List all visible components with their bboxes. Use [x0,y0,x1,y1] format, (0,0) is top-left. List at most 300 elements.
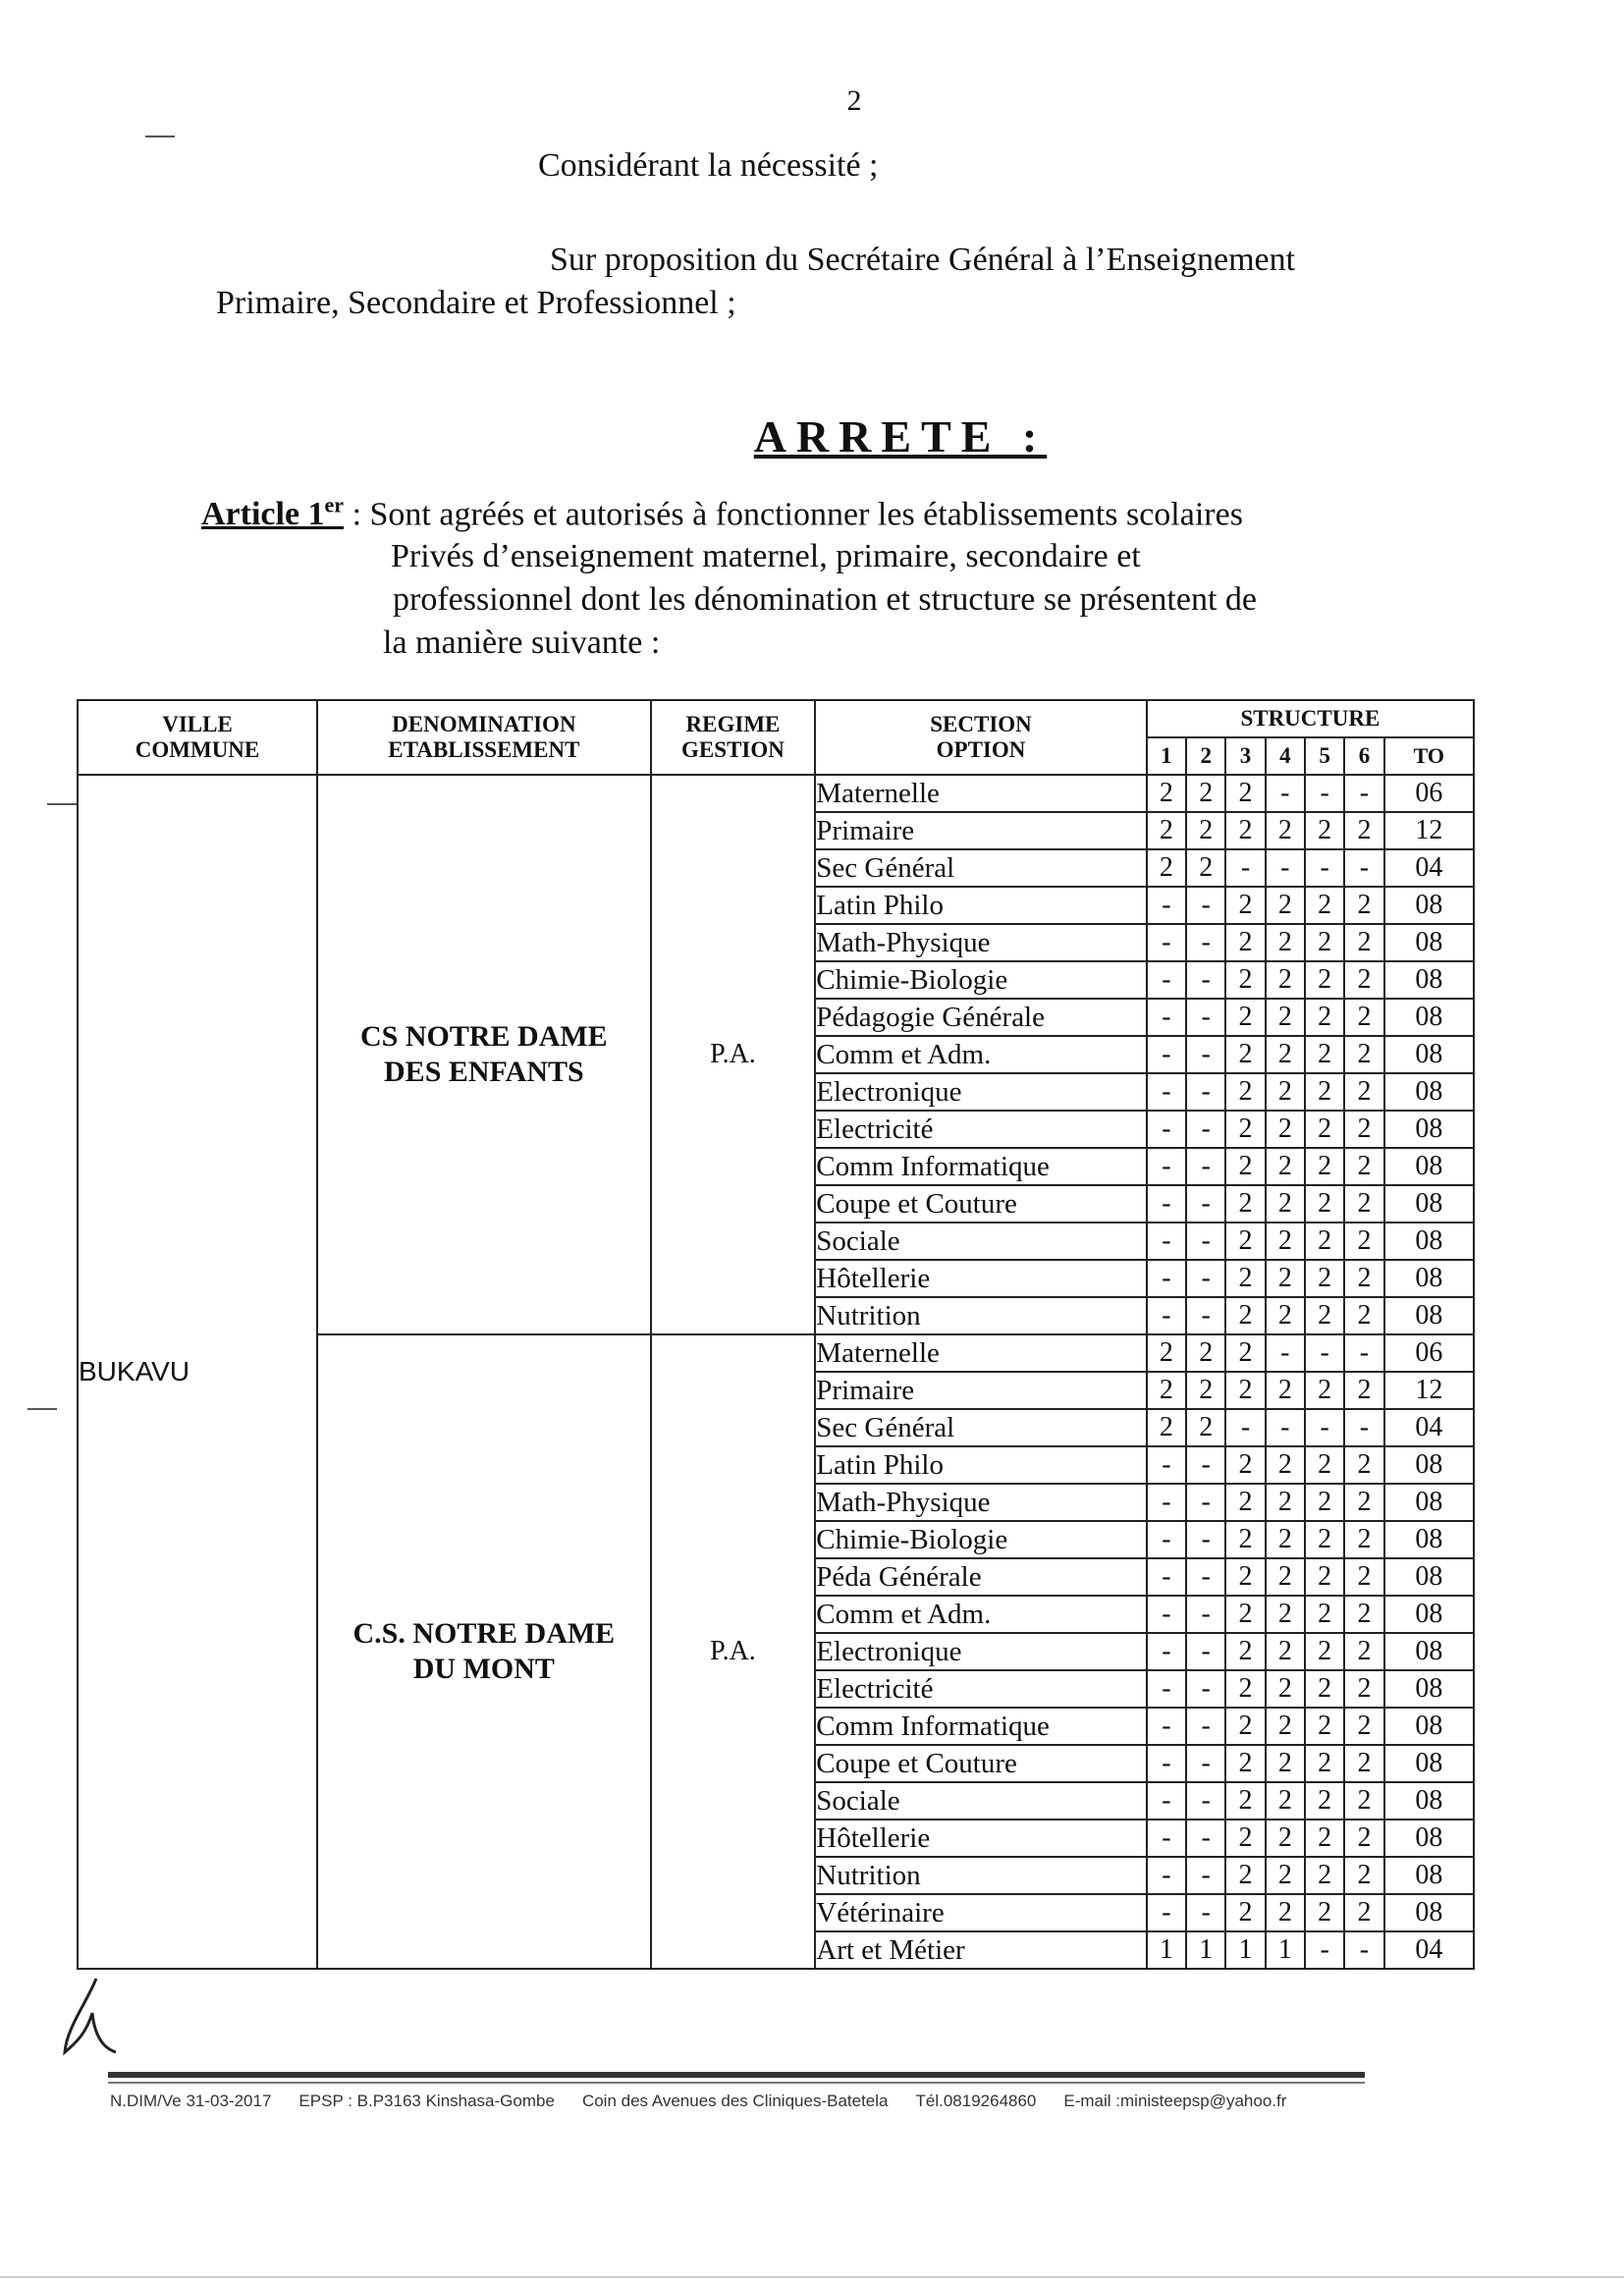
structure-cell-3: 2 [1225,1446,1265,1484]
article-1-line-2: Privés d’enseignement maternel, primaire, secondaire et [391,538,1141,574]
structure-cell-1: - [1147,1111,1186,1148]
structure-cell-6: 2 [1344,887,1383,924]
structure-cell-4: 2 [1266,1558,1305,1596]
structure-cell-1: - [1147,1708,1186,1745]
structure-cell-1: - [1147,887,1186,924]
option-cell: Latin Philo [815,887,1146,924]
footer-street: Coin des Avenues des Cliniques-Batetela [581,2092,889,2110]
structure-cell-5: 2 [1305,1782,1344,1820]
option-cell: Electronique [815,1633,1146,1670]
structure-cell-6: - [1344,1334,1383,1372]
header-col-2: 2 [1186,737,1225,775]
structure-cell-5: 2 [1305,887,1344,924]
total-cell: 08 [1384,999,1474,1036]
structure-cell-3: 2 [1225,1782,1265,1820]
table-row [78,775,1474,812]
structure-cell-5: 2 [1305,1036,1344,1073]
structure-cell-2: - [1186,1185,1225,1222]
structure-cell-2: - [1186,1111,1225,1148]
option-cell: Péda Générale [815,1558,1146,1596]
total-cell: 04 [1384,1931,1474,1969]
header-col-1: 1 [1147,737,1186,775]
structure-cell-3: 2 [1225,1521,1265,1558]
structure-cell-6: - [1344,1931,1383,1969]
total-cell: 04 [1384,1409,1474,1446]
structure-cell-2: 2 [1186,812,1225,849]
structure-cell-6: 2 [1344,812,1383,849]
structure-cell-6: 2 [1344,961,1383,999]
footer-rule-thin [108,2082,1365,2084]
structure-cell-5: 2 [1305,1073,1344,1111]
structure-cell-4: 2 [1266,1036,1305,1073]
structure-cell-5: - [1305,1931,1344,1969]
structure-cell-4: 2 [1266,1745,1305,1782]
structure-cell-2: - [1186,1820,1225,1857]
structure-cell-6: 2 [1344,1708,1383,1745]
structure-cell-4: 2 [1266,999,1305,1036]
header-col-3: 3 [1225,737,1265,775]
structure-cell-4: 2 [1266,1670,1305,1708]
structure-cell-3: 2 [1225,812,1265,849]
ville-cell: BUKAVU [78,775,317,1969]
structure-cell-5: - [1305,1409,1344,1446]
structure-cell-6: 2 [1344,1745,1383,1782]
option-cell: Coupe et Couture [815,1185,1146,1222]
option-cell: Math-Physique [815,924,1146,961]
article-1-line-4: la manière suivante : [383,625,661,661]
structure-cell-6: 2 [1344,1036,1383,1073]
option-cell: Nutrition [815,1297,1146,1334]
total-cell: 08 [1384,1596,1474,1633]
preamble-line-3: Primaire, Secondaire et Professionnel ; [216,285,736,321]
structure-cell-6: 2 [1344,1372,1383,1409]
structure-cell-5: 2 [1305,1222,1344,1260]
structure-cell-2: 1 [1186,1931,1225,1969]
establishment-name-line-2: DU MONT [412,1653,555,1685]
structure-cell-6: 2 [1344,1111,1383,1148]
structure-cell-1: - [1147,1820,1186,1857]
structure-cell-3: 2 [1225,961,1265,999]
structure-cell-4: 2 [1266,1521,1305,1558]
header-denomination [317,700,651,775]
structure-cell-1: 2 [1147,849,1186,887]
structure-cell-2: - [1186,1596,1225,1633]
structure-cell-5: 2 [1305,924,1344,961]
structure-cell-4: 2 [1266,1260,1305,1297]
structure-cell-1: - [1147,1521,1186,1558]
structure-cell-1: - [1147,1260,1186,1297]
structure-cell-4: 2 [1266,1820,1305,1857]
option-cell: Comm Informatique [815,1708,1146,1745]
structure-cell-4: 2 [1266,1596,1305,1633]
structure-cell-3: 2 [1225,999,1265,1036]
structure-cell-3: 2 [1225,924,1265,961]
structure-cell-3: 1 [1225,1931,1265,1969]
total-cell: 06 [1384,1334,1474,1372]
structure-cell-2: - [1186,1558,1225,1596]
total-cell: 08 [1384,1633,1474,1670]
header-ville-2: COMMUNE [135,737,260,762]
structure-cell-5: 2 [1305,1484,1344,1521]
option-cell: Sociale [815,1222,1146,1260]
structure-cell-3: 2 [1225,1484,1265,1521]
option-cell: Comm et Adm. [815,1036,1146,1073]
structure-cell-6: 2 [1344,1670,1383,1708]
structure-cell-1: - [1147,1185,1186,1222]
structure-cell-6: 2 [1344,1820,1383,1857]
header-col-4: 4 [1266,737,1305,775]
structure-cell-5: 2 [1305,1857,1344,1894]
structure-cell-6: 2 [1344,924,1383,961]
total-cell: 08 [1384,1222,1474,1260]
structure-cell-1: - [1147,1558,1186,1596]
structure-cell-6: 2 [1344,1185,1383,1222]
header-denom-2: ETABLISSEMENT [388,737,580,762]
structure-cell-1: - [1147,961,1186,999]
structure-cell-4: 2 [1266,1222,1305,1260]
structure-cell-6: 2 [1344,1073,1383,1111]
option-cell: Hôtellerie [815,1820,1146,1857]
structure-cell-1: - [1147,1297,1186,1334]
option-cell: Electricité [815,1111,1146,1148]
option-cell: Electricité [815,1670,1146,1708]
total-cell: 08 [1384,1260,1474,1297]
option-cell: Coupe et Couture [815,1745,1146,1782]
structure-cell-5: - [1305,1334,1344,1372]
regime-cell: P.A. [651,1334,816,1969]
structure-cell-4: 2 [1266,1782,1305,1820]
structure-cell-1: 2 [1147,812,1186,849]
establishments-table [77,699,1475,1970]
article-label-text: Article 1 [201,496,325,533]
total-cell: 08 [1384,1111,1474,1148]
structure-cell-3: 2 [1225,1596,1265,1633]
structure-cell-2: - [1186,1036,1225,1073]
header-ville-1: VILLE [162,712,233,736]
structure-cell-1: - [1147,1633,1186,1670]
structure-cell-4: - [1266,1409,1305,1446]
structure-cell-4: 2 [1266,1148,1305,1185]
footer [110,2092,1386,2111]
header-denom-1: DENOMINATION [392,712,576,736]
structure-cell-3: 2 [1225,1670,1265,1708]
preamble-line-2: Sur proposition du Secrétaire Général à l’Enseignement [550,242,1296,278]
total-cell: 08 [1384,1036,1474,1073]
structure-cell-5: 2 [1305,1670,1344,1708]
structure-cell-2: 2 [1186,849,1225,887]
total-cell: 12 [1384,812,1474,849]
structure-cell-2: - [1186,1297,1225,1334]
establishment-name-cell [317,775,651,1334]
structure-cell-2: - [1186,887,1225,924]
structure-cell-3: 2 [1225,1111,1265,1148]
structure-cell-1: - [1147,924,1186,961]
structure-cell-4: 2 [1266,812,1305,849]
structure-cell-5: 2 [1305,1558,1344,1596]
structure-cell-3: 2 [1225,1857,1265,1894]
structure-cell-5: 2 [1305,1633,1344,1670]
structure-cell-3: 2 [1225,1894,1265,1931]
structure-cell-4: 2 [1266,1633,1305,1670]
scan-mark [27,1408,57,1410]
page-number: 2 [846,84,862,117]
structure-cell-2: - [1186,1857,1225,1894]
option-cell: Hôtellerie [815,1260,1146,1297]
structure-cell-3: 2 [1225,1185,1265,1222]
structure-cell-2: - [1186,1260,1225,1297]
structure-cell-3: - [1225,849,1265,887]
total-cell: 08 [1384,1670,1474,1708]
header-col-6: 6 [1344,737,1383,775]
structure-cell-1: - [1147,1222,1186,1260]
structure-cell-2: - [1186,1521,1225,1558]
option-cell: Comm et Adm. [815,1596,1146,1633]
header-regime-1: REGIME [685,712,781,736]
structure-cell-2: - [1186,1745,1225,1782]
establishment-name-line-1: C.S. NOTRE DAME [352,1617,616,1650]
structure-cell-6: 2 [1344,1222,1383,1260]
structure-cell-4: 2 [1266,1111,1305,1148]
structure-cell-4: 2 [1266,961,1305,999]
structure-cell-4: 2 [1266,1372,1305,1409]
structure-cell-5: 2 [1305,1260,1344,1297]
structure-cell-5: 2 [1305,961,1344,999]
total-cell: 08 [1384,1446,1474,1484]
establishment-name-cell [317,1334,651,1969]
structure-cell-6: 2 [1344,1558,1383,1596]
structure-cell-5: - [1305,849,1344,887]
option-cell: Latin Philo [815,1446,1146,1484]
footer-tel: Tél.0819264860 [915,2092,1037,2110]
structure-cell-3: 2 [1225,1036,1265,1073]
structure-cell-3: 2 [1225,1334,1265,1372]
footer-rule [108,2072,1365,2078]
structure-cell-1: 2 [1147,1334,1186,1372]
header-regime-2: GESTION [681,737,785,762]
total-cell: 06 [1384,775,1474,812]
structure-cell-4: 2 [1266,1857,1305,1894]
structure-cell-3: 2 [1225,1558,1265,1596]
structure-cell-4: 2 [1266,1297,1305,1334]
total-cell: 08 [1384,1782,1474,1820]
header-regime [651,700,816,775]
structure-cell-5: 2 [1305,1297,1344,1334]
structure-cell-3: 2 [1225,1260,1265,1297]
signature-mark [57,1974,135,2062]
option-cell: Maternelle [815,775,1146,812]
structure-cell-5: 2 [1305,1446,1344,1484]
table-header-row [78,700,1474,737]
total-cell: 08 [1384,961,1474,999]
structure-cell-5: 2 [1305,812,1344,849]
structure-cell-1: - [1147,1148,1186,1185]
structure-cell-4: 1 [1266,1931,1305,1969]
article-label-sup: er [324,493,345,517]
bottom-rule [0,2276,1624,2278]
structure-cell-4: 2 [1266,1446,1305,1484]
structure-cell-6: 2 [1344,1260,1383,1297]
header-col-5: 5 [1305,737,1344,775]
structure-cell-5: 2 [1305,1148,1344,1185]
structure-cell-2: 2 [1186,1372,1225,1409]
total-cell: 08 [1384,1073,1474,1111]
arrete-heading [0,410,1624,462]
structure-cell-2: 2 [1186,1409,1225,1446]
total-cell: 08 [1384,1558,1474,1596]
structure-cell-2: - [1186,1484,1225,1521]
option-cell: Maternelle [815,1334,1146,1372]
option-cell: Primaire [815,1372,1146,1409]
structure-cell-3: 2 [1225,1372,1265,1409]
total-cell: 08 [1384,1297,1474,1334]
total-cell: 08 [1384,1745,1474,1782]
structure-cell-3: 2 [1225,1148,1265,1185]
structure-cell-1: - [1147,1670,1186,1708]
structure-cell-6: 2 [1344,1894,1383,1931]
total-cell: 08 [1384,887,1474,924]
structure-cell-1: 2 [1147,775,1186,812]
structure-cell-2: - [1186,1670,1225,1708]
footer-address: EPSP : B.P3163 Kinshasa-Gombe [298,2092,555,2110]
structure-cell-1: - [1147,1073,1186,1111]
structure-cell-5: 2 [1305,1111,1344,1148]
option-cell: Primaire [815,812,1146,849]
option-cell: Chimie-Biologie [815,1521,1146,1558]
option-cell: Sec Général [815,849,1146,887]
structure-cell-1: - [1147,1894,1186,1931]
structure-cell-6: 2 [1344,999,1383,1036]
structure-cell-2: - [1186,1222,1225,1260]
option-cell: Sec Général [815,1409,1146,1446]
total-cell: 04 [1384,849,1474,887]
structure-cell-3: 2 [1225,887,1265,924]
option-cell: Electronique [815,1073,1146,1111]
structure-cell-6: - [1344,775,1383,812]
structure-cell-2: 2 [1186,775,1225,812]
option-cell: Sociale [815,1782,1146,1820]
structure-cell-4: - [1266,1334,1305,1372]
structure-cell-3: 2 [1225,1222,1265,1260]
structure-cell-6: 2 [1344,1521,1383,1558]
structure-cell-4: - [1266,849,1305,887]
structure-cell-1: 2 [1147,1409,1186,1446]
structure-cell-2: - [1186,1446,1225,1484]
arrete-heading-text: ARRETE : [753,411,1048,462]
structure-cell-3: 2 [1225,1073,1265,1111]
structure-cell-3: 2 [1225,1297,1265,1334]
total-cell: 12 [1384,1372,1474,1409]
structure-cell-6: 2 [1344,1633,1383,1670]
option-cell: Pédagogie Générale [815,999,1146,1036]
structure-cell-2: - [1186,1782,1225,1820]
structure-cell-5: 2 [1305,1596,1344,1633]
structure-cell-4: 2 [1266,1073,1305,1111]
structure-cell-1: - [1147,1036,1186,1073]
total-cell: 08 [1384,1708,1474,1745]
structure-cell-6: 2 [1344,1484,1383,1521]
structure-cell-6: - [1344,1409,1383,1446]
scan-mark [47,803,77,805]
structure-cell-3: 2 [1225,1633,1265,1670]
structure-cell-6: - [1344,849,1383,887]
structure-cell-6: 2 [1344,1596,1383,1633]
option-cell: Vétérinaire [815,1894,1146,1931]
total-cell: 08 [1384,1484,1474,1521]
structure-cell-3: 2 [1225,1708,1265,1745]
footer-ref: N.DIM/Ve 31-03-2017 [110,2092,272,2110]
option-cell: Math-Physique [815,1484,1146,1521]
structure-cell-3: 2 [1225,1745,1265,1782]
option-cell: Art et Métier [815,1931,1146,1969]
article-1-line-1 [201,493,1243,533]
total-cell: 08 [1384,1148,1474,1185]
total-cell: 08 [1384,1185,1474,1222]
structure-cell-4: 2 [1266,1484,1305,1521]
total-cell: 08 [1384,924,1474,961]
structure-cell-2: 2 [1186,1334,1225,1372]
article-1-line-3: professionnel dont les dénomination et structure se présentent de [393,581,1257,618]
structure-cell-5: 2 [1305,1745,1344,1782]
structure-cell-4: 2 [1266,1708,1305,1745]
structure-cell-5: 2 [1305,1708,1344,1745]
structure-cell-5: 2 [1305,999,1344,1036]
structure-cell-1: 2 [1147,1372,1186,1409]
header-section [815,700,1146,775]
header-total: TO [1384,737,1474,775]
structure-cell-1: - [1147,1484,1186,1521]
structure-cell-4: 2 [1266,1185,1305,1222]
structure-cell-1: - [1147,1745,1186,1782]
structure-cell-5: 2 [1305,1894,1344,1931]
structure-cell-2: - [1186,999,1225,1036]
structure-cell-5: - [1305,775,1344,812]
structure-cell-2: - [1186,1894,1225,1931]
structure-cell-1: - [1147,999,1186,1036]
structure-cell-2: - [1186,1708,1225,1745]
regime-cell: P.A. [651,775,816,1334]
table-body [78,775,1474,1969]
structure-cell-4: - [1266,775,1305,812]
structure-cell-4: 2 [1266,887,1305,924]
structure-cell-5: 2 [1305,1372,1344,1409]
structure-cell-3: - [1225,1409,1265,1446]
structure-cell-5: 2 [1305,1820,1344,1857]
structure-cell-5: 2 [1305,1521,1344,1558]
structure-cell-6: 2 [1344,1782,1383,1820]
structure-cell-2: - [1186,924,1225,961]
structure-cell-1: - [1147,1446,1186,1484]
scan-mark [145,136,175,137]
structure-cell-6: 2 [1344,1297,1383,1334]
preamble-line-1: Considérant la nécessité ; [538,147,879,184]
option-cell: Comm Informatique [815,1148,1146,1185]
header-ville [78,700,317,775]
structure-cell-1: - [1147,1857,1186,1894]
total-cell: 08 [1384,1820,1474,1857]
option-cell: Chimie-Biologie [815,961,1146,999]
structure-cell-5: 2 [1305,1185,1344,1222]
establishment-name-line-1: CS NOTRE DAME [360,1020,608,1053]
structure-cell-4: 2 [1266,1894,1305,1931]
structure-cell-2: - [1186,1633,1225,1670]
structure-cell-6: 2 [1344,1446,1383,1484]
total-cell: 08 [1384,1521,1474,1558]
footer-email: E-mail :ministeepsp@yahoo.fr [1063,2092,1287,2110]
header-section-2: OPTION [936,737,1026,762]
structure-cell-1: 1 [1147,1931,1186,1969]
article-label [201,493,345,533]
structure-cell-6: 2 [1344,1148,1383,1185]
